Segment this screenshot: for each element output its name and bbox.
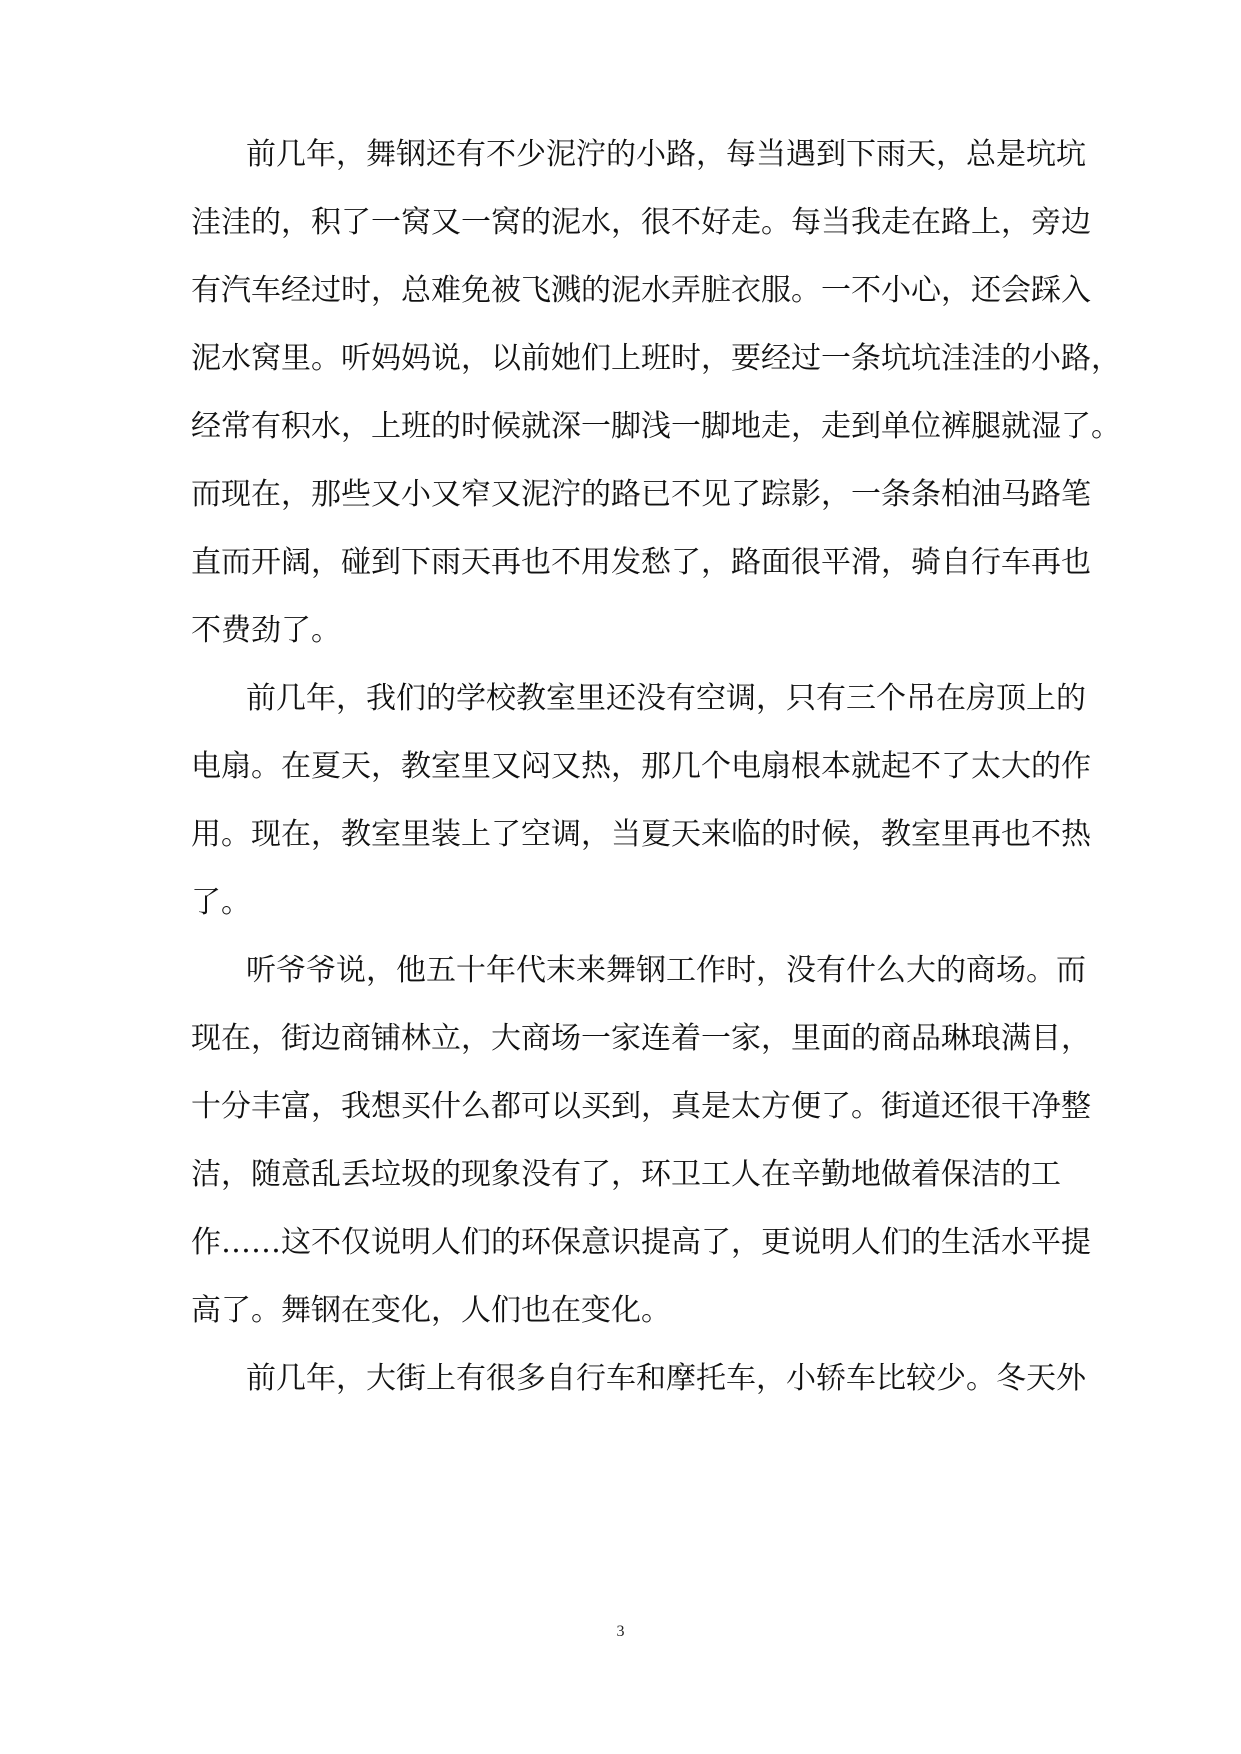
text-line: 直而开阔，碰到下雨天再也不用发愁了，路面很平滑，骑自行车再也 [191, 545, 1091, 580]
text-line: 而现在，那些又小又窄又泥泞的路已不见了踪影，一条条柏油马路笔 [191, 477, 1091, 512]
text-line: 高了。舞钢在变化，人们也在变化。 [191, 1293, 671, 1328]
page-number: 3 [616, 1623, 625, 1640]
text-line: 不费劲了。 [191, 613, 341, 648]
text-line: 用。现在，教室里装上了空调，当夏天来临的时候，教室里再也不热 [191, 817, 1091, 852]
text-line: 泥水窝里。听妈妈说，以前她们上班时，要经过一条坑坑洼洼的小路， [191, 341, 1121, 376]
text-line: 前几年，舞钢还有不少泥泞的小路，每当遇到下雨天，总是坑坑 [246, 137, 1086, 172]
text-line: 洁，随意乱丢垃圾的现象没有了，环卫工人在辛勤地做着保洁的工 [191, 1157, 1061, 1192]
text-line: 前几年，大街上有很多自行车和摩托车，小轿车比较少。冬天外 [246, 1361, 1086, 1396]
text-line: 十分丰富，我想买什么都可以买到，真是太方便了。街道还很干净整 [191, 1089, 1091, 1124]
text-line: 经常有积水，上班的时候就深一脚浅一脚地走，走到单位裤腿就湿了。 [191, 409, 1121, 444]
text-line: 电扇。在夏天，教室里又闷又热，那几个电扇根本就起不了太大的作 [191, 749, 1091, 784]
text-line: 有汽车经过时，总难免被飞溅的泥水弄脏衣服。一不小心，还会踩入 [191, 273, 1091, 308]
text-line: 现在，街边商铺林立，大商场一家连着一家，里面的商品琳琅满目， [191, 1021, 1091, 1056]
text-line: 洼洼的，积了一窝又一窝的泥水，很不好走。每当我走在路上，旁边 [191, 205, 1091, 240]
text-line: 了。 [191, 885, 251, 920]
text-line: 听爷爷说，他五十年代末来舞钢工作时，没有什么大的商场。而 [246, 953, 1086, 988]
text-line: 前几年，我们的学校教室里还没有空调，只有三个吊在房顶上的 [246, 681, 1086, 716]
text-line: 作……这不仅说明人们的环保意识提高了，更说明人们的生活水平提 [191, 1225, 1091, 1260]
